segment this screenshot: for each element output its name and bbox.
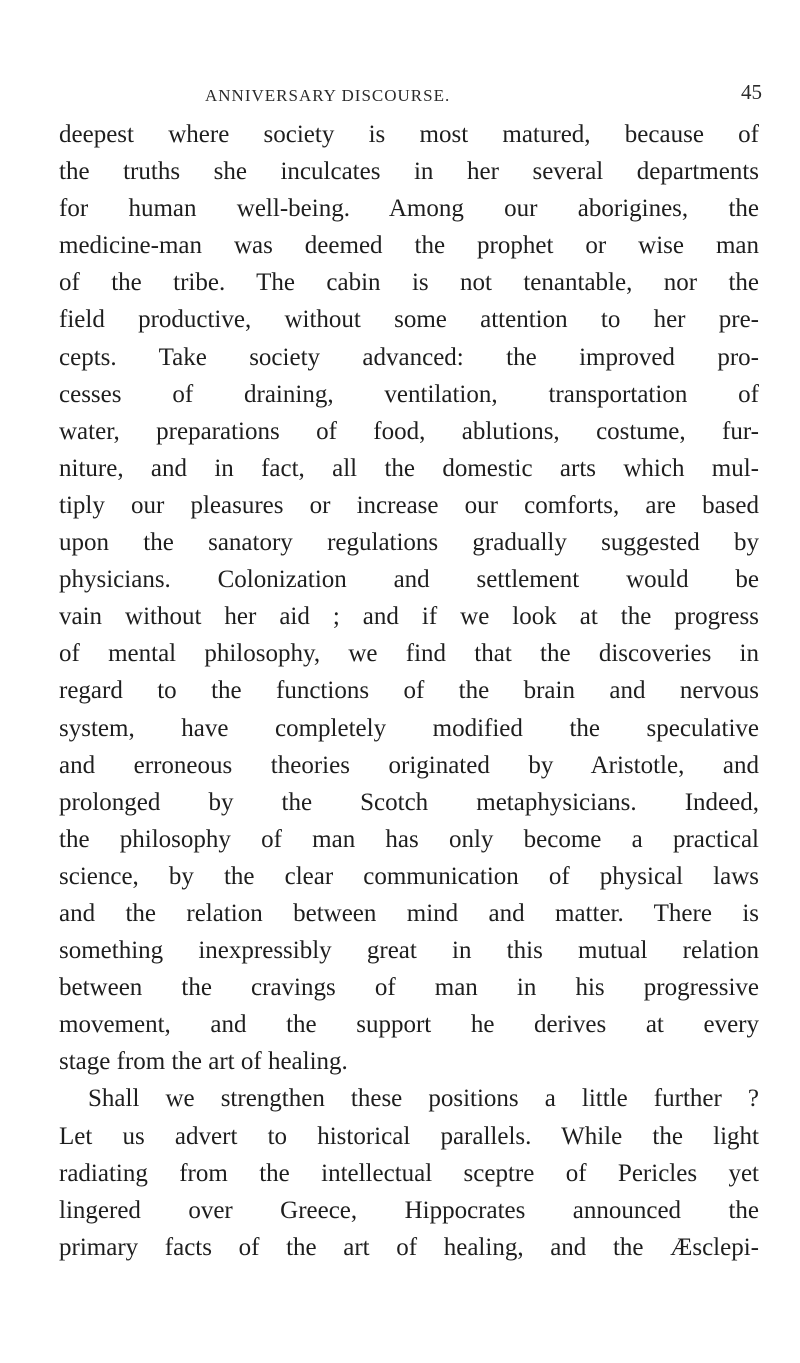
text-line: medicine-man was deemed the prophet or wise man xyxy=(59,232,759,260)
text-line-paragraph-start: Shall we strengthen these positions a little further ? xyxy=(88,1085,759,1113)
text-line: of the tribe. The cabin is not tenantable, nor the xyxy=(59,269,759,297)
running-head: ANNIVERSARY DISCOURSE. xyxy=(205,86,451,105)
text-line: cesses of draining, ventilation, transportation of xyxy=(59,380,759,408)
text-line: between the cravings of man in his progressive xyxy=(59,974,759,1002)
page-number: 45 xyxy=(741,80,762,104)
text-line: physicians. Colonization and settlement would be xyxy=(59,566,759,594)
text-line: niture, and in fact, all the domestic arts which mul- xyxy=(59,454,759,482)
text-line: primary facts of the art of healing, and the Æsclepi- xyxy=(59,1233,759,1261)
text-line: Let us advert to historical parallels. While the light xyxy=(59,1122,759,1150)
text-line: for human well-being. Among our aborigines, the xyxy=(59,195,759,223)
text-line: science, by the clear communication of physical laws xyxy=(59,862,759,890)
text-line: cepts. Take society advanced: the improved pro- xyxy=(59,343,759,371)
text-line: field productive, without some attention to her pre- xyxy=(59,306,759,334)
text-line: tiply our pleasures or increase our comforts, are based xyxy=(59,491,759,519)
text-line: water, preparations of food, ablutions, costume, fur- xyxy=(59,417,759,445)
text-line-paragraph-end: stage from the art of healing. xyxy=(59,1048,348,1076)
text-line: vain without her aid ; and if we look at the progress xyxy=(59,603,759,631)
text-line: of mental philosophy, we find that the discoveries in xyxy=(59,640,759,668)
text-line: the truths she inculcates in her several departments xyxy=(59,158,759,186)
text-line: prolonged by the Scotch metaphysicians. Indeed, xyxy=(59,788,759,816)
text-line: upon the sanatory regulations gradually suggested by xyxy=(59,529,759,557)
text-line: and erroneous theories originated by Aristotle, and xyxy=(59,751,759,779)
text-line: and the relation between mind and matter. There is xyxy=(59,899,759,927)
body-text xyxy=(59,116,759,1266)
text-line: movement, and the support he derives at every xyxy=(59,1011,759,1039)
text-line: the philosophy of man has only become a practical xyxy=(59,825,759,853)
text-line: something inexpressibly great in this mutual relation xyxy=(59,937,759,965)
text-line: system, have completely modified the speculative xyxy=(59,714,759,742)
text-line: radiating from the intellectual sceptre of Pericles yet xyxy=(59,1159,759,1187)
text-line: regard to the functions of the brain and nervous xyxy=(59,677,759,705)
text-line: lingered over Greece, Hippocrates announced the xyxy=(59,1196,759,1224)
text-line: deepest where society is most matured, because of xyxy=(59,121,759,148)
